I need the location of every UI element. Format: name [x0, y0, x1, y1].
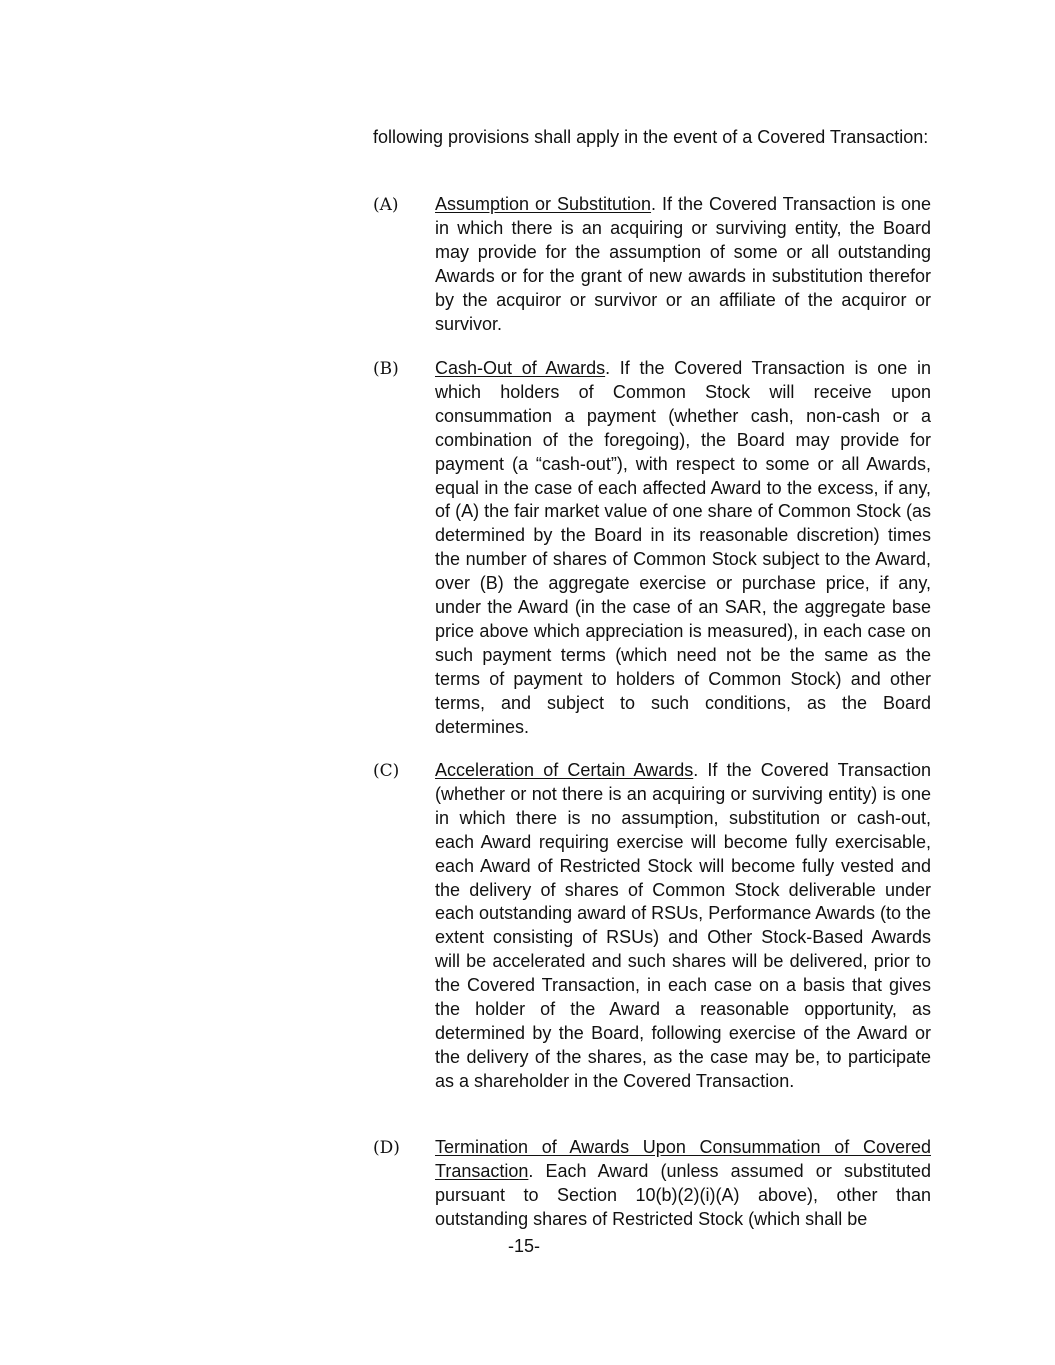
provision-body [435, 193, 931, 336]
intro-paragraph: following provisions shall apply in the event of a Covered Transaction: [373, 127, 929, 147]
page-number: -15- [508, 1236, 541, 1256]
provision-text: . If the Covered Transaction (whether or not there is an acquiring or surviving entity) is one in which there is no assumption, substitution or cash-out, each Award requiring exercise will become fully exercisable, each Award of Restricted Stock will become fully vested and the delivery of shares of Common Stock deliverable under each outstanding award of RSUs, Performance Awards (to the extent consisting of RSUs) and Other Stock-Based Awards will be accelerated and such shares will be delivered, prior to the Covered Transaction, in each case on a basis that gives the holder of the Award a reasonable opportunity, as determined by the Board, following exercise of the Award or the delivery of the shares, as the case may be, to participate as a shareholder in the Covered Transaction. [435, 760, 931, 1091]
provision-body [435, 1136, 931, 1232]
provision-marker: (B) [373, 359, 399, 379]
provision-body [435, 357, 931, 740]
provision-heading: Cash-Out of Awards [435, 358, 606, 378]
provision-marker: (D) [373, 1138, 400, 1158]
provision-heading: Acceleration of Certain Awards [435, 760, 694, 780]
provision-marker: (A) [373, 195, 399, 215]
provision-text: . If the Covered Transaction is one in which holders of Common Stock will receive upon consummation a payment (whether cash, non-cash or a combination of the foregoing), the Board may provide for payment (a “cash-out”), with respect to some or all Awards, equal in the case of each affected Award to the excess, if any, of (A) the fair market value of one share of Common Stock (as determined by the Board in its reasonable discretion) times the number of shares of Common Stock subject to the Award, over (B) the aggregate exercise or purchase price, if any, under the Award (in the case of an SAR, the aggregate base price above which appreciation is measured), in each case on such payment terms (which need not be the same as the terms of payment to holders of Common Stock) and other terms, and subject to such conditions, as the Board determines. [435, 358, 931, 737]
provision-text: . If the Covered Transaction is one in which there is an acquiring or surviving entity, the Board may provide for the assumption of some or all outstanding Awards or for the grant of new awards in substitution therefor by the acquiror or survivor or an affiliate of the acquiror or survivor. [435, 194, 931, 334]
provision-heading: Assumption or Substitution [435, 194, 652, 214]
provision-heading: Termination of Awards Upon Consummation of Covered Transaction [435, 1137, 931, 1181]
provision-body [435, 759, 931, 1094]
provision-text: . Each Award (unless assumed or substituted pursuant to Section 10(b)(2)(i)(A) above), other than outstanding shares of Restricted Stock (which shall be [435, 1160, 931, 1229]
provision-marker: (C) [373, 761, 400, 781]
